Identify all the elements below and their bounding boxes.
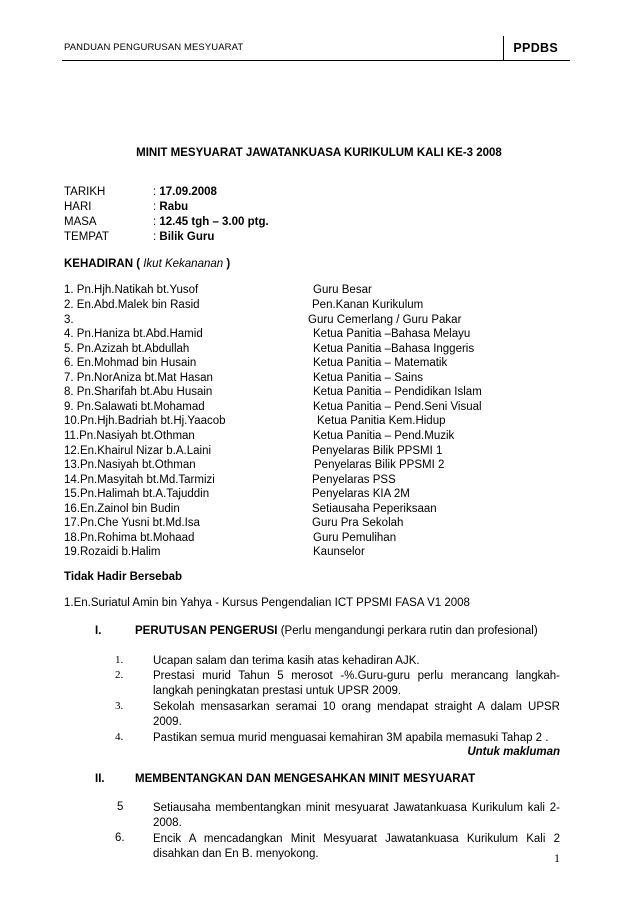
info-label: TEMPAT <box>64 231 109 243</box>
attendance-heading: KEHADIRAN ( Ikut Kekananan ) <box>64 258 231 270</box>
info-value: : Rabu <box>153 201 189 213</box>
info-value: : 17.09.2008 <box>153 186 217 198</box>
action-note: Untuk makluman <box>467 746 560 758</box>
section-title: MEMBENTANGKAN DAN MENGESAHKAN MINIT MESYUARAT <box>135 773 476 785</box>
page-header <box>62 36 570 61</box>
absent-heading: Tidak Hadir Bersebab <box>64 571 183 583</box>
info-value: : 12.45 tgh – 3.00 ptg. <box>153 216 269 228</box>
section-title: PERUTUSAN PENGERUSI (Perlu mengandungi perkara rutin dan profesional) <box>135 625 538 637</box>
info-label: HARI <box>64 201 92 213</box>
page-number: 1 <box>554 851 560 865</box>
info-label: TARIKH <box>64 186 106 198</box>
header-title: PANDUAN PENGURUSAN MESYUARAT <box>64 42 244 53</box>
header-divider <box>503 36 504 60</box>
absent-item: 1.En.Suriatul Amin bin Yahya - Kursus Pengendalian ICT PPSMI FASA V1 2008 <box>64 597 470 609</box>
document-title: MINIT MESYUARAT JAWATANKUASA KURIKULUM KALI KE-3 2008 <box>136 147 502 159</box>
section-number: II. <box>95 773 105 785</box>
header-code: PPDBS <box>513 41 558 55</box>
section-number: I. <box>95 625 102 637</box>
info-label: MASA <box>64 216 97 228</box>
info-value: : Bilik Guru <box>153 231 215 243</box>
